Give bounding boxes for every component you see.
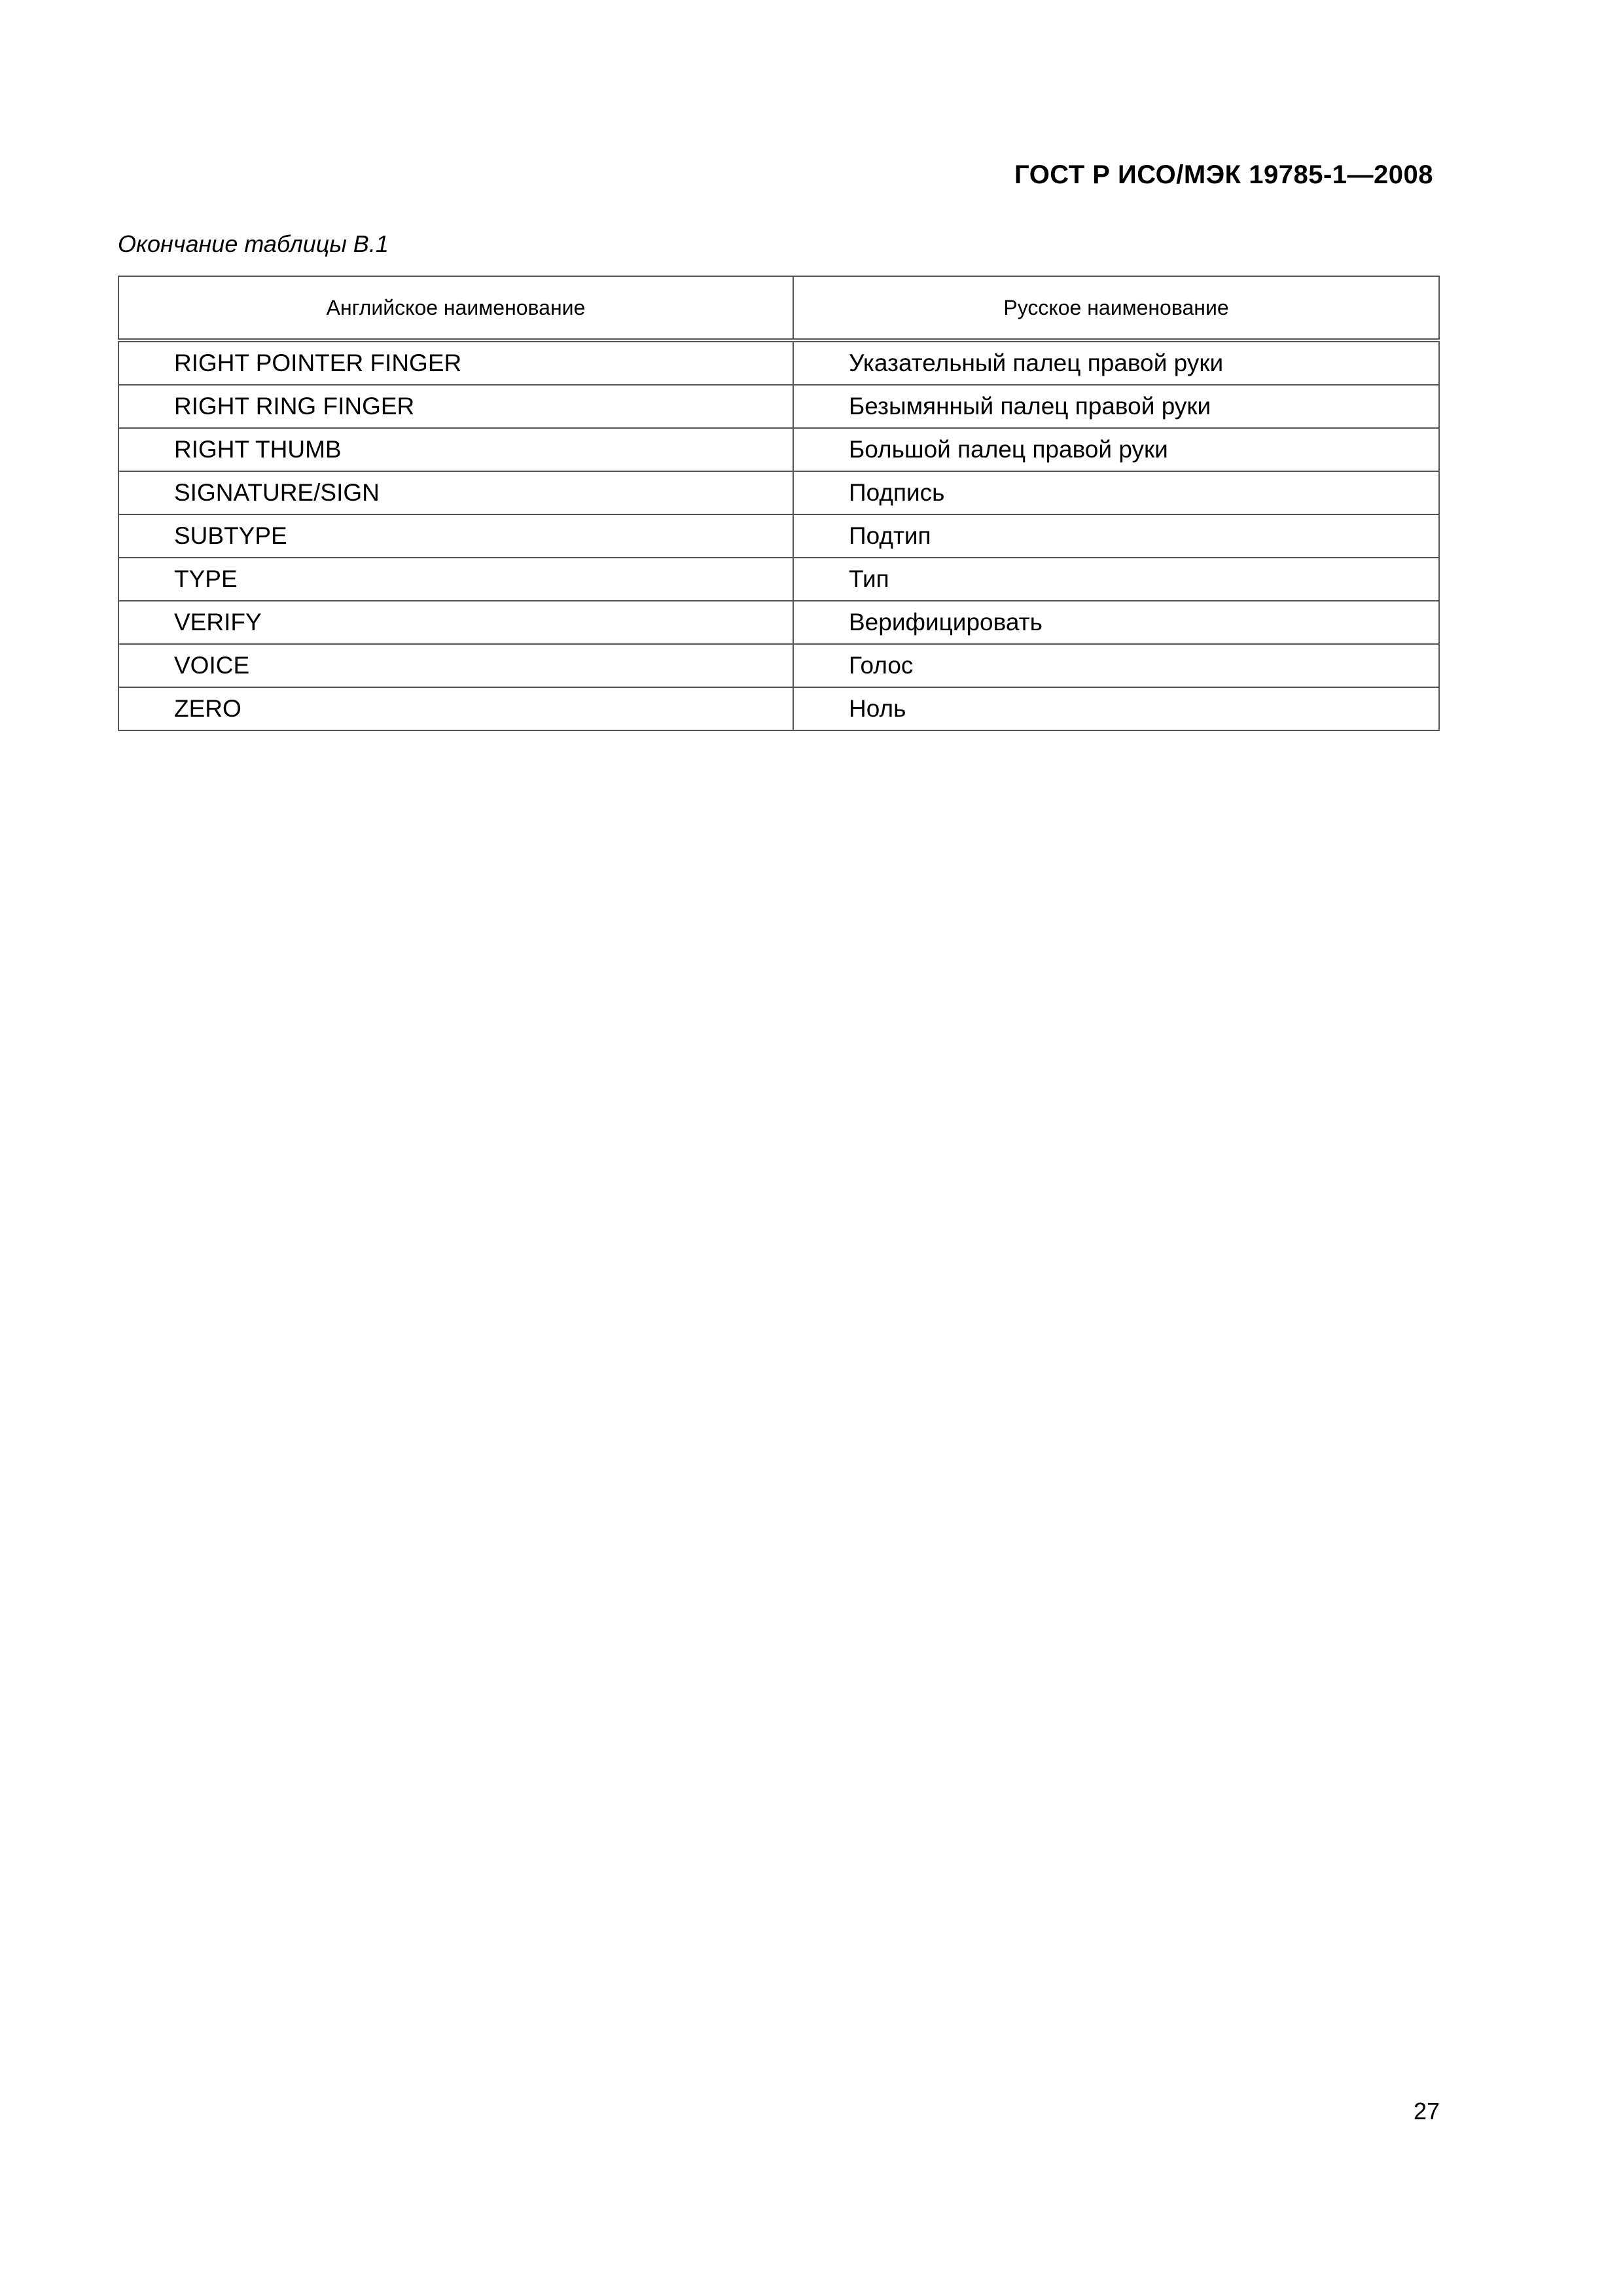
english-term-cell: RIGHT THUMB	[118, 428, 793, 471]
english-term-cell: SUBTYPE	[118, 514, 793, 558]
table-row	[118, 340, 1439, 385]
terms-table	[118, 276, 1440, 731]
table-row	[118, 601, 1439, 644]
english-term-cell: ZERO	[118, 687, 793, 730]
column-header-russian: Русское наименование	[793, 276, 1439, 340]
english-term-cell: RIGHT POINTER FINGER	[118, 340, 793, 385]
table-row	[118, 471, 1439, 514]
russian-term-cell: Ноль	[793, 687, 1439, 730]
english-term-cell: RIGHT RING FINGER	[118, 385, 793, 428]
table-row	[118, 385, 1439, 428]
table-row	[118, 644, 1439, 687]
russian-term-cell: Подтип	[793, 514, 1439, 558]
terms-table-container	[118, 276, 1438, 731]
document-standard-title: ГОСТ Р ИСО/МЭК 19785-1—2008	[1014, 160, 1433, 189]
table-header-row	[118, 276, 1439, 340]
table-row	[118, 558, 1439, 601]
russian-term-cell: Большой палец правой руки	[793, 428, 1439, 471]
russian-term-cell: Верифицировать	[793, 601, 1439, 644]
table-caption: Окончание таблицы В.1	[118, 230, 389, 257]
page-number: 27	[1413, 2098, 1440, 2125]
table-row	[118, 687, 1439, 730]
russian-term-cell: Безымянный палец правой руки	[793, 385, 1439, 428]
english-term-cell: TYPE	[118, 558, 793, 601]
russian-term-cell: Подпись	[793, 471, 1439, 514]
russian-term-cell: Голос	[793, 644, 1439, 687]
table-row	[118, 428, 1439, 471]
table-row	[118, 514, 1439, 558]
english-term-cell: VOICE	[118, 644, 793, 687]
column-header-english: Английское наименование	[118, 276, 793, 340]
russian-term-cell: Тип	[793, 558, 1439, 601]
english-term-cell: VERIFY	[118, 601, 793, 644]
english-term-cell: SIGNATURE/SIGN	[118, 471, 793, 514]
russian-term-cell: Указательный палец правой руки	[793, 340, 1439, 385]
